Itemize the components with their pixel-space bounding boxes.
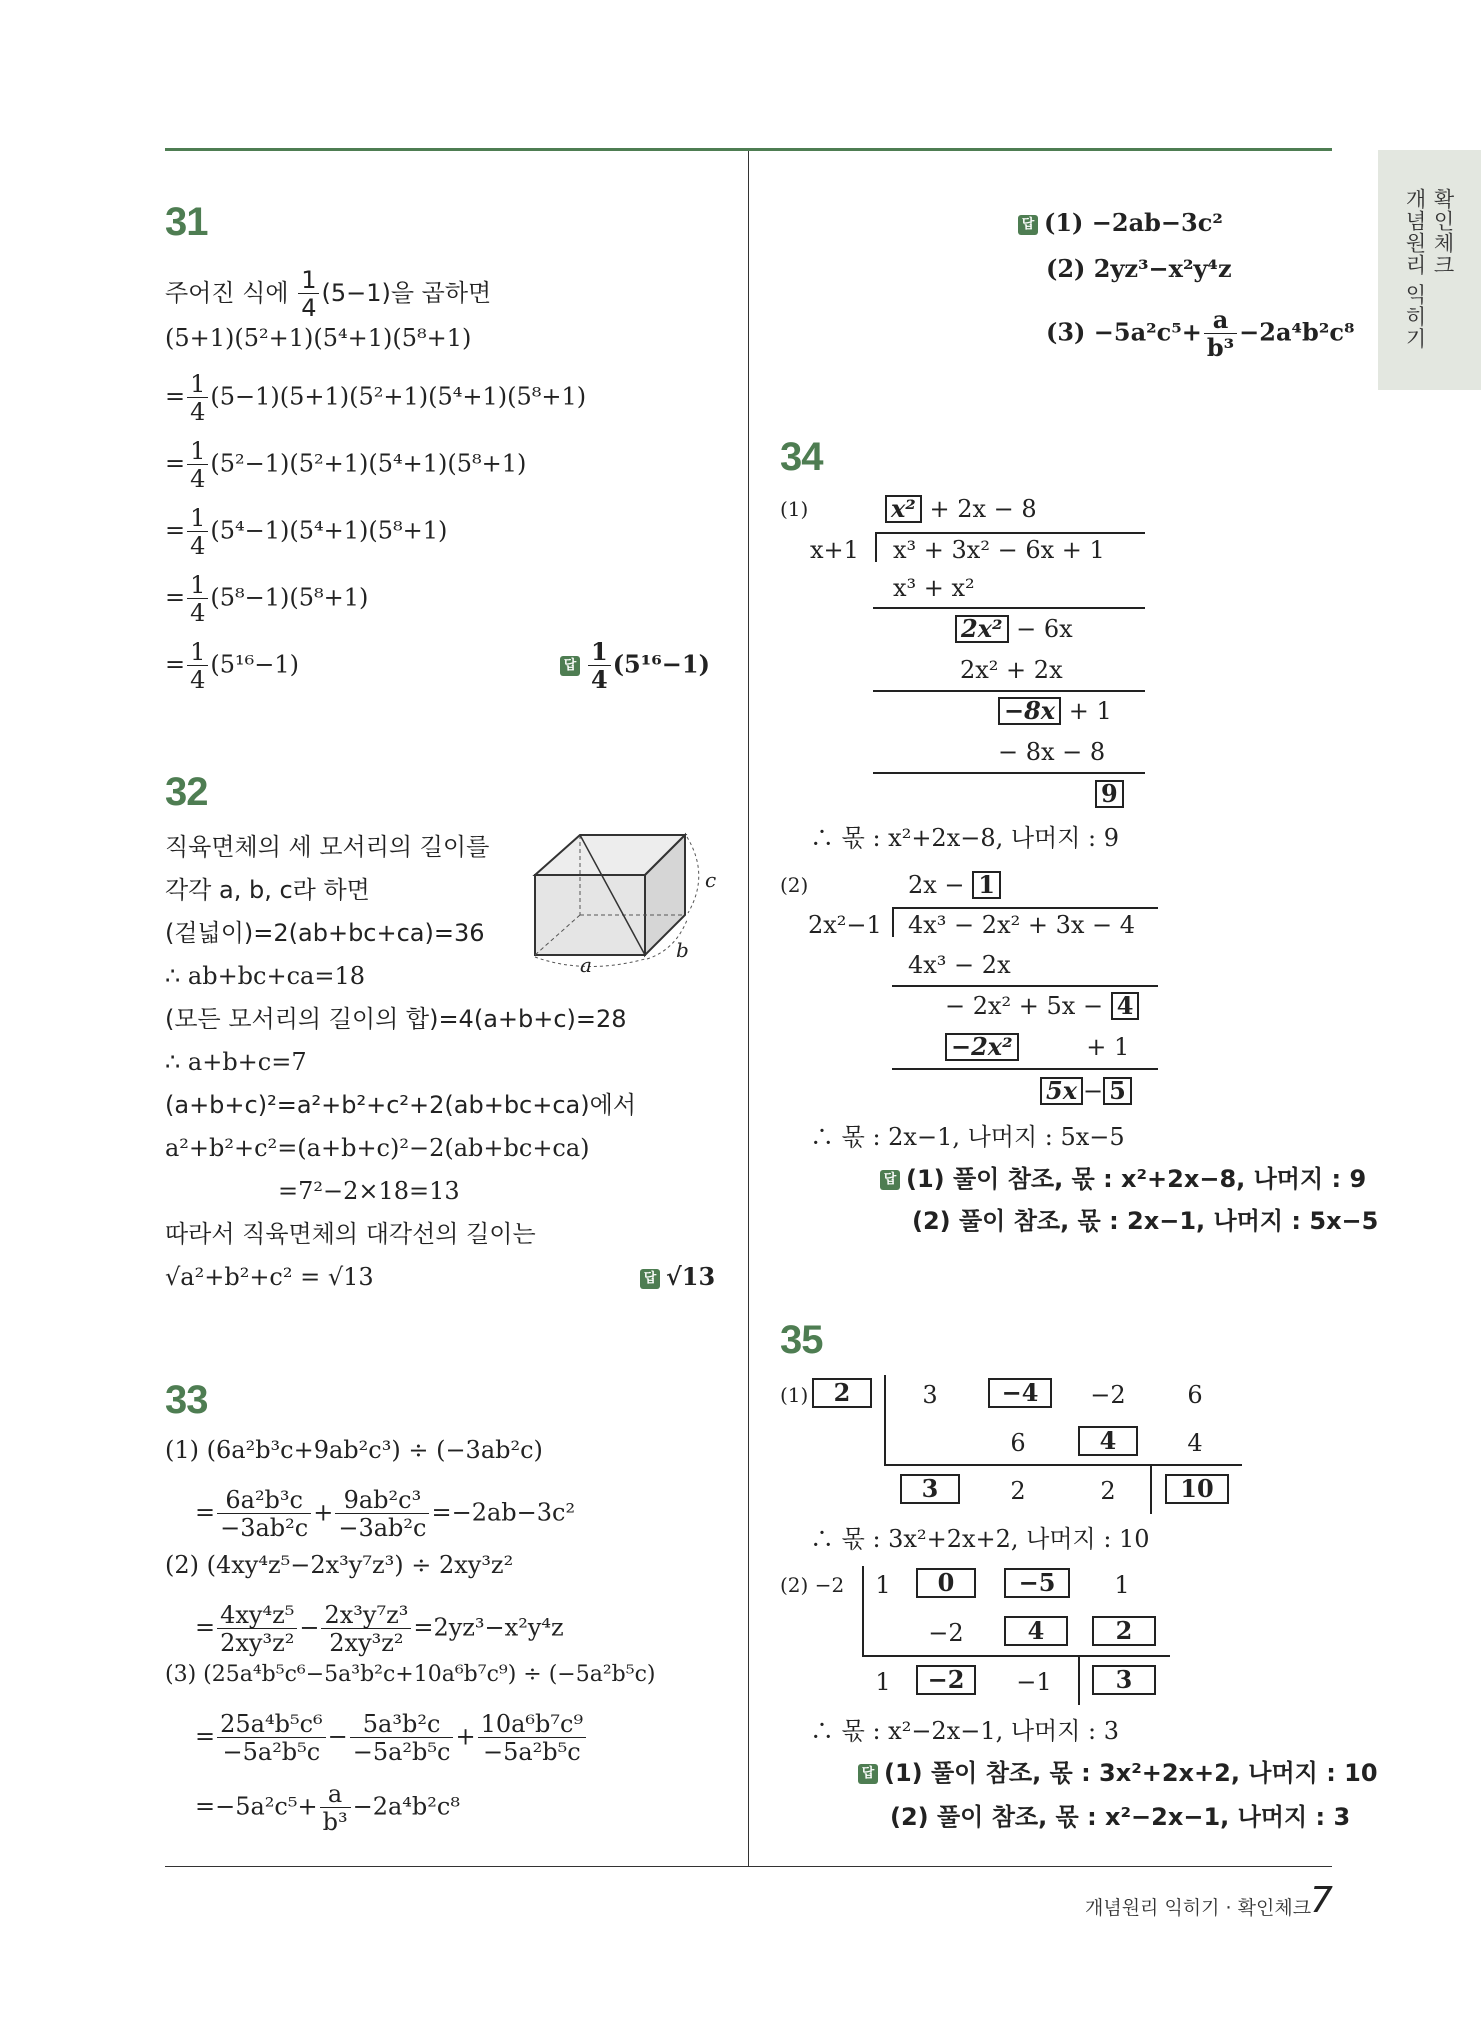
p35-c1-bot1: 3 bbox=[900, 1474, 960, 1504]
p35-c2-coef4: 1 bbox=[1114, 1571, 1130, 1599]
p35-c2-bot1: 1 bbox=[875, 1668, 891, 1696]
p31-f3d: 4 bbox=[190, 465, 206, 493]
p33-ans3-a: (3) −5a²c⁵+ bbox=[1046, 317, 1202, 347]
p33-answer3 bbox=[1046, 305, 1355, 362]
p31-ans-fd: 4 bbox=[591, 665, 608, 694]
p35-c2-mid3: 2 bbox=[1092, 1616, 1156, 1646]
p35-c2-bot2: −2 bbox=[916, 1665, 976, 1695]
p35-c1-divisor: 2 bbox=[812, 1378, 872, 1408]
p31-answer bbox=[560, 637, 710, 694]
p31-f2d: 4 bbox=[190, 398, 206, 426]
p35-c2-remainder-divider bbox=[1078, 1655, 1080, 1705]
p35-c1-mid3: 4 bbox=[1187, 1429, 1203, 1457]
p31-line6: = $\frac{1}{4}$ (5¹⁶−1) bbox=[165, 638, 300, 694]
p34-s2 bbox=[945, 991, 1139, 1021]
p34-r2-box: 2x² bbox=[955, 615, 1009, 643]
p35-c2-mid1: −2 bbox=[928, 1619, 964, 1647]
p35-c2-coef2: 0 bbox=[916, 1568, 976, 1598]
p35-c1-bot2: 2 bbox=[1010, 1477, 1026, 1505]
p31-intro bbox=[165, 268, 491, 320]
p32-l4: ∴ ab+bc+ca=18 bbox=[165, 962, 365, 990]
p31-line4: = $\frac{1}{4}$ (5⁴−1)(5⁴+1)(5⁸+1) bbox=[165, 504, 448, 560]
p34-r6 bbox=[1095, 779, 1124, 809]
p34-dividend1: x³ + 3x² − 6x + 1 bbox=[893, 536, 1105, 564]
p33-s3-f1d: −5a²b⁵c bbox=[222, 1738, 321, 1766]
p35-c2-hline bbox=[862, 1655, 1170, 1657]
p32-l9: =7²−2×18=13 bbox=[278, 1177, 460, 1205]
p33-s3-f2n: 5a³b²c bbox=[350, 1712, 454, 1738]
problem-34-number: 34 bbox=[780, 435, 823, 479]
p31-f6n: 1 bbox=[187, 640, 208, 666]
p34-s3 bbox=[945, 1032, 1129, 1062]
p35-c1-mid2: 4 bbox=[1078, 1426, 1138, 1456]
p32-l6: ∴ a+b+c=7 bbox=[165, 1048, 307, 1076]
p33-s1-calc: = $\frac{\text{6a²b³c}}{\text{−3ab²c}}$ + $\frac{\text{9ab²c³}}{\text{−3ab²c}}$ =−2ab−3c² bbox=[195, 1486, 576, 1542]
p33-s3-res-b: −2a⁴b²c⁸ bbox=[352, 1792, 460, 1821]
p33-ans1-text: (1) −2ab−3c² bbox=[1044, 208, 1223, 237]
p34-r4 bbox=[998, 696, 1112, 726]
p33-s2-f2n: 2x³y⁷z³ bbox=[321, 1603, 411, 1629]
p34-s1: 4x³ − 2x bbox=[908, 951, 1011, 979]
p31-frac-num: 1 bbox=[298, 268, 319, 294]
p31-f3n: 1 bbox=[187, 439, 208, 465]
p33-s1-res: =−2ab−3c² bbox=[431, 1498, 576, 1527]
p32-l7: (a+b+c)²=a²+b²+c²+2(ab+bc+ca)에서 bbox=[165, 1091, 636, 1119]
answer-mark-icon: 답 bbox=[858, 1764, 878, 1784]
p34-divisor2: 2x²−1 bbox=[808, 911, 882, 939]
p34-label1: (1) bbox=[780, 497, 809, 521]
p35-answer1 bbox=[858, 1758, 1378, 1788]
p33-ans3-fd: b³ bbox=[1206, 333, 1235, 362]
p34-bar1 bbox=[875, 532, 1145, 534]
p34-bar4 bbox=[873, 772, 1145, 774]
side-tab-subtitle: 개념원리 익히기 bbox=[1403, 188, 1427, 350]
p34-ans1-text: (1) 풀이 참조, 몫 : x²+2x−8, 나머지 : 9 bbox=[906, 1165, 1367, 1193]
p33-s2-f1d: 2xy³z² bbox=[220, 1629, 295, 1657]
p35-c1-coef1: 3 bbox=[922, 1381, 938, 1409]
p35-c2-vline bbox=[862, 1566, 864, 1656]
p33-s2-calc: = $\frac{\text{4xy⁴z⁵}}{\text{2xy³z²}}$ − $\frac{\text{2x³y⁷z³}}{\text{2xy³z²}}$ =2yz³−x²y⁴z bbox=[195, 1601, 564, 1657]
p34-r6-box: 9 bbox=[1095, 780, 1124, 808]
p31-line6-text: (5¹⁶−1) bbox=[210, 650, 300, 679]
p31-answer-text: (5¹⁶−1) bbox=[612, 649, 710, 679]
cuboid-figure bbox=[525, 825, 730, 975]
p34-s4: 5x − 5 bbox=[1040, 1076, 1132, 1106]
problem-31-number: 31 bbox=[165, 200, 208, 244]
p34-r4-box: −8x bbox=[998, 697, 1061, 725]
p35-c1-coef2: −4 bbox=[988, 1378, 1052, 1408]
p32-l11: √a²+b²+c² = √13 bbox=[165, 1263, 374, 1291]
p35-c2-coef3: −5 bbox=[1004, 1568, 1070, 1598]
p31-line5-text: (5⁸−1)(5⁸+1) bbox=[210, 583, 369, 612]
p33-s1-f2n: 9ab²c³ bbox=[335, 1488, 429, 1514]
side-tab bbox=[1378, 150, 1481, 390]
p35-c1-vline bbox=[884, 1375, 886, 1465]
p33-s3-res-a: =−5a²c⁵+ bbox=[195, 1792, 318, 1821]
p33-s1: (1) (6a²b³c+9ab²c³) ÷ (−3ab²c) bbox=[165, 1436, 543, 1464]
p33-s3-res-fd: b³ bbox=[322, 1808, 348, 1836]
p35-c1-bot3: 2 bbox=[1100, 1477, 1116, 1505]
p31-f6d: 4 bbox=[190, 666, 206, 694]
p33-ans3-b: −2a⁴b²c⁸ bbox=[1239, 317, 1355, 347]
p31-f2n: 1 bbox=[187, 372, 208, 398]
p34-bar5 bbox=[892, 907, 1158, 909]
p33-s2-res: =2yz³−x²y⁴z bbox=[413, 1613, 564, 1642]
p35-c1-hline bbox=[884, 1464, 1242, 1466]
p32-l8: a²+b²+c²=(a+b+c)²−2(ab+bc+ca) bbox=[165, 1134, 590, 1162]
p34-bracket1 bbox=[875, 532, 877, 562]
p35-label2: (2) −2 bbox=[780, 1573, 845, 1597]
p35-c2-mid2: 4 bbox=[1004, 1616, 1068, 1646]
p31-line5: = $\frac{1}{4}$ (5⁸−1)(5⁸+1) bbox=[165, 571, 369, 627]
p31-f4d: 4 bbox=[190, 532, 206, 560]
p34-r5: − 8x − 8 bbox=[998, 738, 1106, 766]
p35-ans1-text: (1) 풀이 참조, 몫 : 3x²+2x+2, 나머지 : 10 bbox=[884, 1759, 1378, 1787]
p34-r2-rest: − 6x bbox=[1016, 615, 1073, 643]
p34-bar6 bbox=[892, 985, 1158, 987]
p33-ans3-fn: a bbox=[1204, 308, 1237, 334]
p31-line2-text: (5−1)(5+1)(5²+1)(5⁴+1)(5⁸+1) bbox=[210, 382, 587, 411]
p34-bar3 bbox=[873, 690, 1145, 692]
problem-33-number: 33 bbox=[165, 1378, 208, 1422]
p34-answer2: (2) 풀이 참조, 몫 : 2x−1, 나머지 : 5x−5 bbox=[912, 1207, 1379, 1235]
p33-s2-f2d: 2xy³z² bbox=[329, 1629, 404, 1657]
p34-bracket2 bbox=[892, 907, 894, 937]
p31-line1: (5+1)(5²+1)(5⁴+1)(5⁸+1) bbox=[165, 324, 472, 352]
p35-answer2: (2) 풀이 참조, 몫 : x²−2x−1, 나머지 : 3 bbox=[890, 1803, 1351, 1831]
p34-q1-box: x² bbox=[885, 495, 922, 523]
p35-c1-mid1: 6 bbox=[1010, 1429, 1026, 1457]
p33-s3-calc: = $\frac{\text{25a⁴b⁵c⁶}}{\text{−5a²b⁵c}}$ − $\frac{\text{5a³b²c}}{\text{−5a²b⁵c}}$ + $\frac{\text{10a⁶b⁷c⁹}}{\text{−5a²b⁵c}}$ bbox=[195, 1712, 588, 1764]
p34-s4-box-a: 5x bbox=[1040, 1077, 1083, 1105]
p33-answer2: (2) 2yz³−x²y⁴z bbox=[1046, 254, 1232, 283]
fig-label-b: b bbox=[676, 938, 689, 962]
p34-bar7 bbox=[892, 1068, 1158, 1070]
p33-s2: (2) (4xy⁴z⁵−2x³y⁷z³) ÷ 2xy³z² bbox=[165, 1551, 514, 1579]
p33-s1-f1n: 6a²b³c bbox=[217, 1488, 311, 1514]
p33-s1-f2d: −3ab²c bbox=[338, 1514, 427, 1542]
p33-s3-f3d: −5a²b⁵c bbox=[482, 1738, 581, 1766]
p31-f4n: 1 bbox=[187, 506, 208, 532]
p34-q2-text: 2x − bbox=[908, 871, 965, 899]
p31-ans-fn: 1 bbox=[588, 640, 611, 666]
p35-c1-bot4: 10 bbox=[1165, 1474, 1229, 1504]
p33-s3-f3n: 10a⁶b⁷c⁹ bbox=[478, 1712, 587, 1738]
answer-mark-icon: 답 bbox=[640, 1269, 660, 1289]
p35-c2-bot4: 3 bbox=[1092, 1665, 1156, 1695]
p31-line4-text: (5⁴−1)(5⁴+1)(5⁸+1) bbox=[210, 516, 448, 545]
footer-text: 개념원리 익히기 · 확인체크 bbox=[1085, 1897, 1312, 1919]
answer-mark-icon: 답 bbox=[1018, 215, 1038, 235]
p34-quotient1 bbox=[885, 494, 1037, 524]
p31-intro-b: (5−1)을 곱하면 bbox=[321, 279, 492, 307]
p31-frac-den: 4 bbox=[301, 294, 317, 322]
fig-label-c: c bbox=[705, 868, 717, 892]
p32-answer-text: √13 bbox=[666, 1262, 716, 1291]
p35-c1-coef4: 6 bbox=[1187, 1381, 1203, 1409]
page-number: 7 bbox=[1310, 1880, 1333, 1921]
p35-label1: (1) bbox=[780, 1383, 809, 1407]
p34-conc1: ∴ 몫 : x²+2x−8, 나머지 : 9 bbox=[810, 824, 1120, 852]
p31-f5d: 4 bbox=[190, 599, 206, 627]
p34-label2: (2) bbox=[780, 873, 809, 897]
p31-intro-a: 주어진 식에 bbox=[165, 279, 297, 307]
p34-q1-rest: + 2x − 8 bbox=[929, 495, 1037, 523]
p33-s3-res-fn: a bbox=[320, 1782, 351, 1808]
fig-label-a: a bbox=[580, 953, 592, 977]
p35-conc1: ∴ 몫 : 3x²+2x+2, 나머지 : 10 bbox=[810, 1525, 1150, 1553]
answer-mark-icon: 답 bbox=[560, 656, 580, 676]
p32-answer bbox=[640, 1262, 715, 1292]
p33-s2-f1n: 4xy⁴z⁵ bbox=[217, 1603, 297, 1629]
p34-s2-text: − 2x² + 5x − bbox=[945, 992, 1104, 1020]
p34-r2 bbox=[955, 614, 1073, 644]
p34-s3-box: −2x² bbox=[945, 1033, 1019, 1061]
p33-answer1 bbox=[1018, 208, 1223, 238]
column-divider bbox=[748, 151, 749, 1866]
p31-line3: = $\frac{1}{4}$ (5²−1)(5²+1)(5⁴+1)(5⁸+1) bbox=[165, 437, 527, 493]
p31-f5n: 1 bbox=[187, 573, 208, 599]
p35-c1-remainder-divider bbox=[1150, 1464, 1152, 1514]
side-tab-title: 확인체크 bbox=[1431, 188, 1455, 276]
bottom-rule bbox=[165, 1866, 1332, 1867]
p35-conc2: ∴ 몫 : x²−2x−1, 나머지 : 3 bbox=[810, 1717, 1120, 1745]
p34-s3-rest: + 1 bbox=[1086, 1033, 1130, 1061]
p31-frac bbox=[298, 268, 319, 320]
p35-c2-coef1: 1 bbox=[875, 1571, 891, 1599]
p35-c2-bot3: −1 bbox=[1016, 1668, 1052, 1696]
p34-divisor1: x+1 bbox=[810, 536, 859, 564]
p32-l5: (모든 모서리의 길이의 합)=4(a+b+c)=28 bbox=[165, 1005, 627, 1033]
p33-s3-f1n: 25a⁴b⁵c⁶ bbox=[217, 1712, 326, 1738]
p32-l2: 각각 a, b, c라 하면 bbox=[165, 876, 370, 904]
p34-conc2: ∴ 몫 : 2x−1, 나머지 : 5x−5 bbox=[810, 1123, 1125, 1151]
p31-line3-text: (5²−1)(5²+1)(5⁴+1)(5⁸+1) bbox=[210, 449, 527, 478]
p32-l1: 직육면체의 세 모서리의 길이를 bbox=[165, 833, 490, 861]
p34-bar2 bbox=[873, 607, 1145, 609]
p31-line2: = $\frac{1}{4}$ (5−1)(5+1)(5²+1)(5⁴+1)(5⁸+1) bbox=[165, 370, 587, 426]
p33-s3-f2d: −5a²b⁵c bbox=[352, 1738, 451, 1766]
p34-answer1 bbox=[880, 1164, 1366, 1194]
p33-s3-result bbox=[195, 1782, 460, 1834]
p34-r1: x³ + x² bbox=[893, 574, 975, 602]
answer-mark-icon: 답 bbox=[880, 1170, 900, 1190]
p34-r3: 2x² + 2x bbox=[960, 656, 1063, 684]
p34-q2-box: 1 bbox=[972, 871, 1001, 899]
p33-s1-f1d: −3ab²c bbox=[220, 1514, 309, 1542]
p34-quotient2 bbox=[908, 870, 1001, 900]
p35-c1-coef3: −2 bbox=[1090, 1381, 1126, 1409]
p34-dividend2: 4x³ − 2x² + 3x − 4 bbox=[908, 911, 1136, 939]
p34-r4-rest: + 1 bbox=[1068, 697, 1112, 725]
problem-35-number: 35 bbox=[780, 1318, 823, 1362]
p33-s3: (3) (25a⁴b⁵c⁶−5a³b²c+10a⁶b⁷c⁹) ÷ (−5a²b⁵c) bbox=[165, 1662, 656, 1687]
p34-s4-box-b: 5 bbox=[1103, 1077, 1132, 1105]
p32-l10: 따라서 직육면체의 대각선의 길이는 bbox=[165, 1220, 536, 1248]
p34-s2-box: 4 bbox=[1111, 992, 1140, 1020]
problem-32-number: 32 bbox=[165, 770, 208, 814]
p32-l3: (겉넓이)=2(ab+bc+ca)=36 bbox=[165, 919, 485, 947]
